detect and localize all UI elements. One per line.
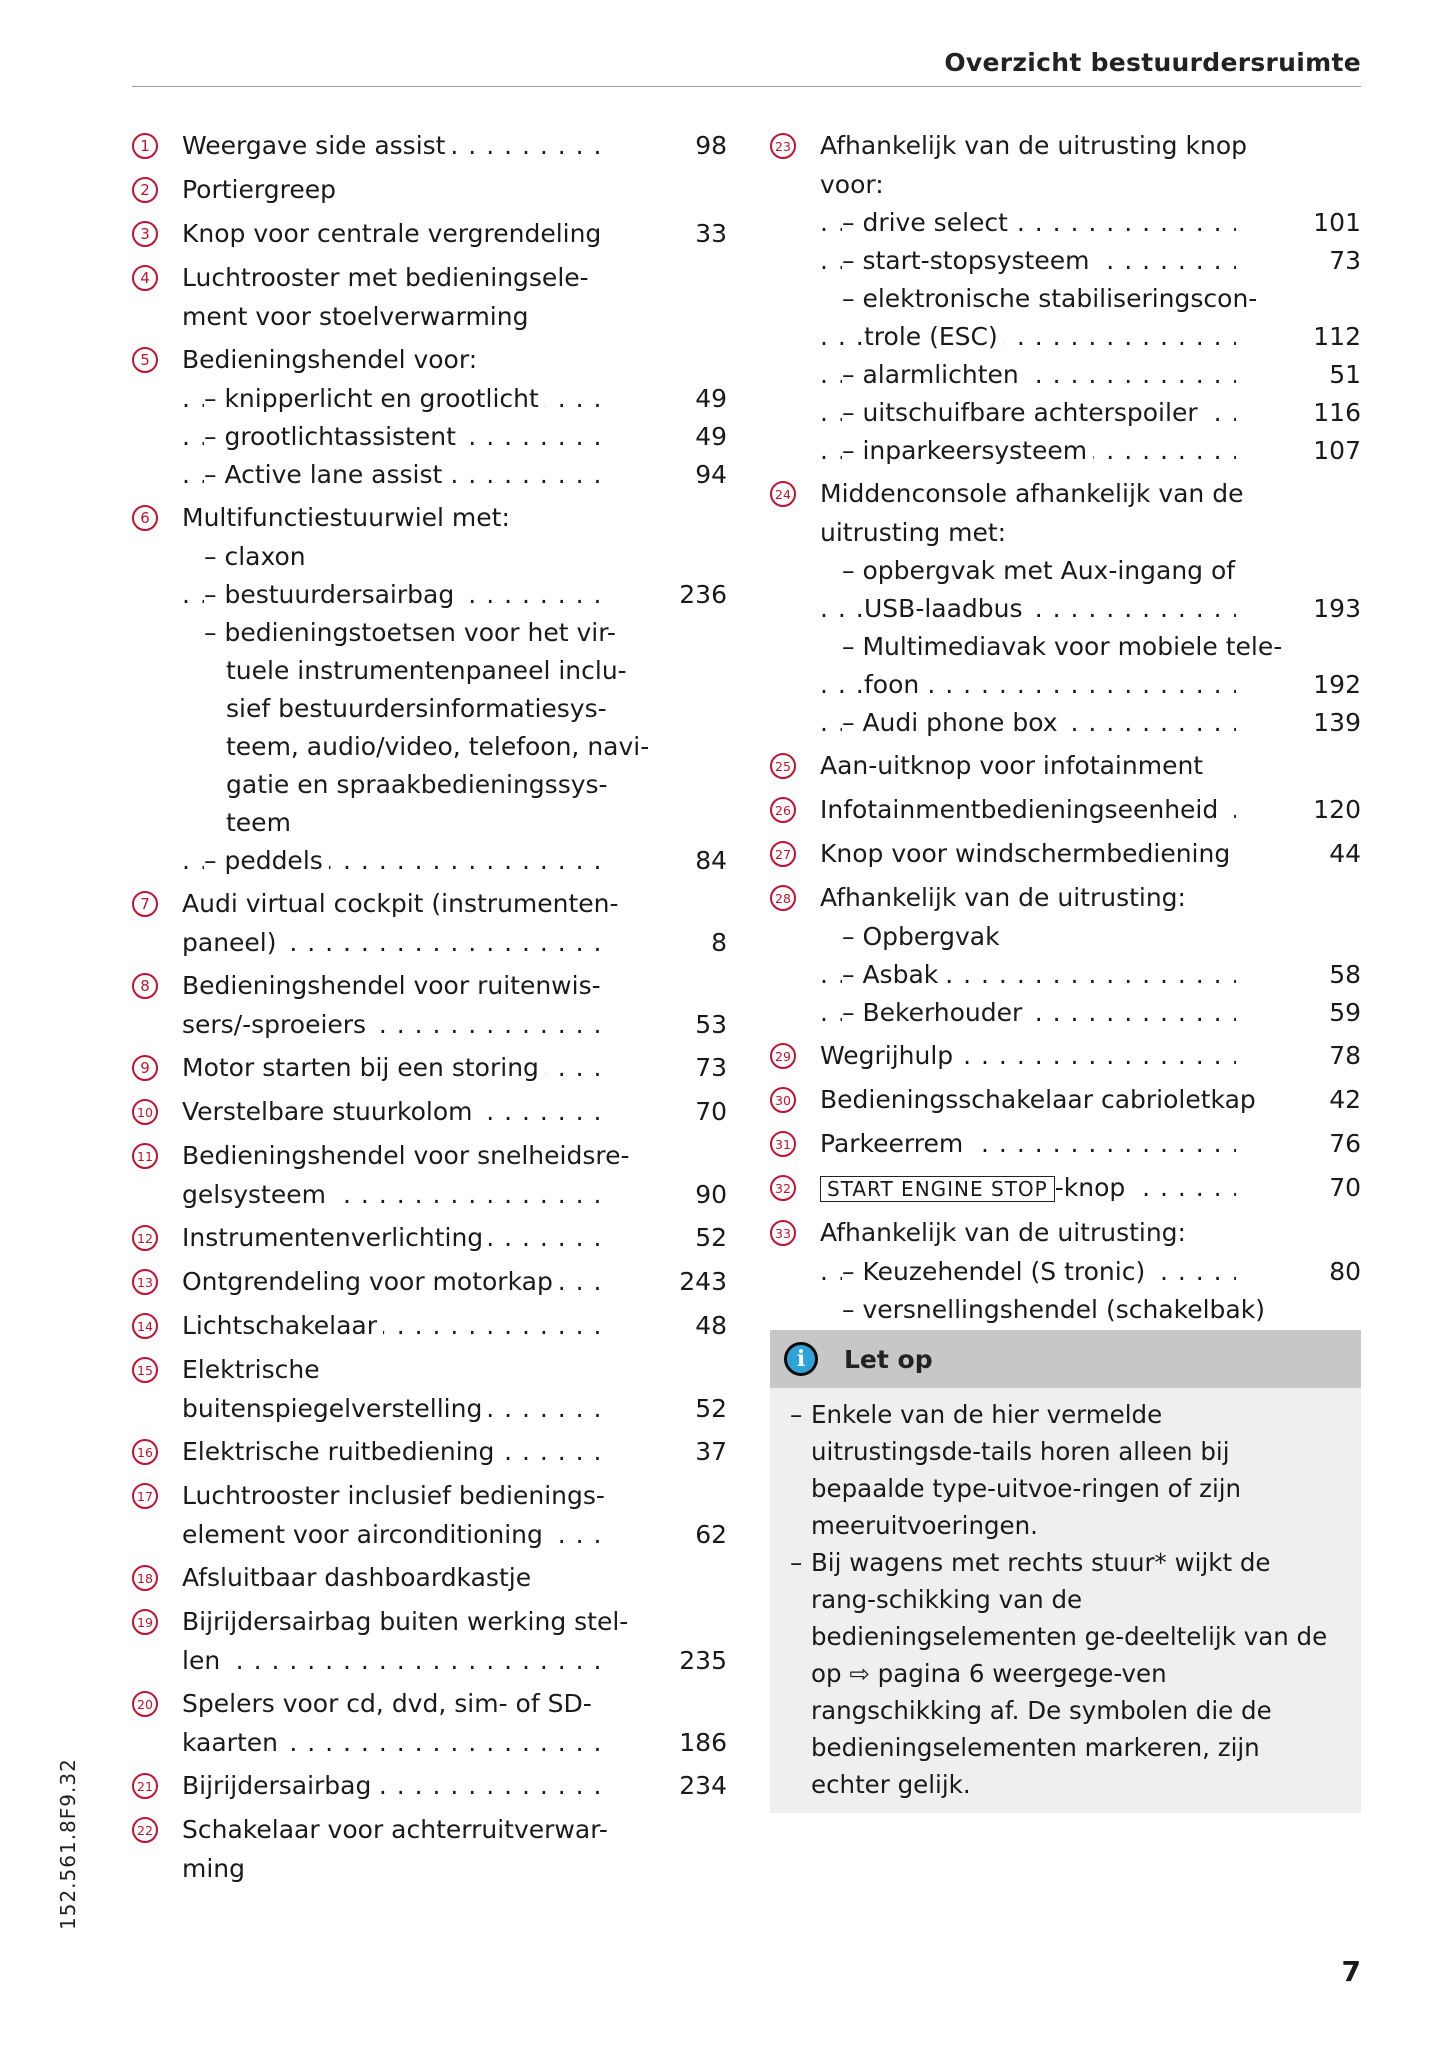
page-reference: 80: [1321, 1253, 1361, 1291]
callout-number: 4: [132, 265, 158, 291]
legend-line: [820, 1080, 1361, 1120]
page-header: [132, 46, 1361, 87]
legend-item: [132, 1684, 727, 1762]
legend-line: [182, 1810, 727, 1850]
legend-item: [770, 790, 1361, 830]
legend-text: – peddels: [204, 846, 323, 875]
legend-line: [182, 380, 727, 418]
legend-line: [820, 242, 1361, 280]
start-engine-stop-key: START ENGINE STOP: [820, 1176, 1055, 1202]
callout-number: 29: [770, 1043, 796, 1069]
legend-line: [182, 538, 727, 576]
callout-number: 31: [770, 1131, 796, 1157]
legend-text: – Multimediavak voor mobiele tele-: [842, 632, 1283, 661]
legend-text: Knop voor windschermbediening: [820, 839, 1231, 868]
page-reference: 236: [671, 576, 727, 614]
legend-text: Afhankelijk van de uitrusting:: [820, 1218, 1186, 1247]
legend-line: [182, 456, 727, 494]
legend-line: [820, 552, 1361, 590]
legend-text: Wegrijhulp: [820, 1041, 954, 1070]
legend-item: [770, 1080, 1361, 1120]
legend-text: – Keuzehendel (S tronic): [842, 1257, 1146, 1286]
legend-text: – opbergvak met Aux-ingang of: [842, 556, 1236, 585]
bullet-dash: –: [790, 1548, 803, 1577]
callout-number: 6: [132, 505, 158, 531]
legend-line: [182, 1850, 727, 1888]
legend-text: buitenspiegelverstelling: [182, 1394, 483, 1423]
callout-number: 5: [132, 347, 158, 373]
legend-line: [820, 746, 1361, 786]
callout-number: 25: [770, 753, 796, 779]
legend-line: [182, 170, 727, 210]
page-reference: 76: [1321, 1124, 1361, 1164]
legend-text: Knop voor centrale vergrendeling: [182, 219, 602, 248]
legend-item: [132, 1262, 727, 1302]
legend-text: kaarten: [182, 1728, 278, 1757]
page-reference: 73: [1321, 242, 1361, 280]
legend-item: [132, 1476, 727, 1554]
legend-line: [820, 514, 1361, 552]
callout-number: 1: [132, 133, 158, 159]
page-reference: 94: [687, 456, 727, 494]
legend-line: [182, 1432, 727, 1472]
legend-item: [770, 1036, 1361, 1076]
page-reference: 107: [1305, 432, 1361, 470]
legend-text: – bestuurdersairbag: [204, 580, 455, 609]
legend-text: – Audi phone box: [842, 708, 1058, 737]
legend-text: – Opbergvak: [842, 922, 1000, 951]
page-reference: 112: [1305, 318, 1361, 356]
legend-item: [132, 170, 727, 210]
legend-text: Weergave side assist: [182, 131, 446, 160]
legend-item: [132, 1432, 727, 1472]
legend-line: [820, 590, 1361, 628]
legend-line: [820, 432, 1361, 470]
legend-text: – inparkeersysteem: [842, 436, 1088, 465]
legend-line: [820, 1036, 1361, 1076]
legend-text: Elektrische: [182, 1355, 320, 1384]
legend-item: [770, 878, 1361, 1032]
legend-line: [182, 728, 727, 766]
callout-number: 28: [770, 885, 796, 911]
legend-line: [820, 790, 1361, 830]
legend-item: [132, 1602, 727, 1680]
legend-line: [182, 1218, 727, 1258]
legend-line: [820, 126, 1361, 166]
legend-text: sief bestuurdersinformatiesys-: [226, 694, 607, 723]
page-reference: 120: [1305, 790, 1361, 830]
callout-number: 8: [132, 973, 158, 999]
note-box: [770, 1330, 1361, 1813]
legend-item: [132, 1218, 727, 1258]
legend-text: gelsysteem: [182, 1180, 326, 1209]
legend-text: Bedieningshendel voor:: [182, 345, 478, 374]
legend-text: Audi virtual cockpit (instrumenten-: [182, 889, 619, 918]
page-reference: 53: [687, 1006, 727, 1044]
callout-number: 27: [770, 841, 796, 867]
legend-text: paneel): [182, 928, 277, 957]
legend-item: [132, 966, 727, 1044]
legend-line: [182, 804, 727, 842]
legend-text: Bedieningsschakelaar cabrioletkap: [820, 1085, 1256, 1114]
dot-leader: [182, 1642, 609, 1680]
legend-text: Multifunctiestuurwiel met:: [182, 503, 510, 532]
legend-line: [820, 956, 1361, 994]
legend-line: [820, 318, 1361, 356]
page-reference: 73: [687, 1048, 727, 1088]
legend-text: trole (ESC): [864, 322, 998, 351]
legend-item: [770, 126, 1361, 470]
page-reference: 192: [1305, 666, 1361, 704]
legend-line: [820, 666, 1361, 704]
legend-text: Bijrijdersairbag buiten werking stel-: [182, 1607, 629, 1636]
legend-line: [820, 356, 1361, 394]
legend-text: Ontgrendeling voor motorkap: [182, 1267, 553, 1296]
legend-text: Elektrische ruitbediening: [182, 1437, 495, 1466]
callout-number: 3: [132, 221, 158, 247]
page-reference: 48: [687, 1306, 727, 1346]
legend-text: Infotainmentbedieningseenheid: [820, 795, 1219, 824]
callout-number: 10: [132, 1099, 158, 1125]
callout-number: 9: [132, 1055, 158, 1081]
legend-line: [820, 474, 1361, 514]
legend-line: [182, 652, 727, 690]
legend-line: [182, 576, 727, 614]
legend-line: [182, 1642, 727, 1680]
legend-line: [182, 1136, 727, 1176]
legend-text: – start-stopsysteem: [842, 246, 1090, 275]
callout-number: 21: [132, 1773, 158, 1799]
legend-text: Schakelaar voor achterruitverwar-: [182, 1815, 608, 1844]
page-reference: 33: [687, 214, 727, 254]
page-reference: 8: [703, 924, 727, 962]
legend-line: [182, 1176, 727, 1214]
legend-line: [182, 924, 727, 962]
legend-line: [182, 418, 727, 456]
legend-line: [820, 1213, 1361, 1253]
callout-number: 33: [770, 1220, 796, 1246]
page-title: Overzicht bestuurdersruimte: [944, 48, 1361, 77]
legend-line: [182, 884, 727, 924]
legend-line: [182, 1724, 727, 1762]
legend-text: Instrumentenverlichting: [182, 1223, 484, 1252]
legend-item: [132, 498, 727, 880]
legend-text: gatie en spraakbedieningssys-: [226, 770, 608, 799]
page-reference: 52: [687, 1218, 727, 1258]
legend-line: [182, 1766, 727, 1806]
callout-number: 14: [132, 1313, 158, 1339]
legend-line: [820, 204, 1361, 242]
page-reference: 139: [1305, 704, 1361, 742]
page-reference: 58: [1321, 956, 1361, 994]
legend-right-column: [770, 122, 1361, 1329]
callout-number: 19: [132, 1609, 158, 1635]
legend-text: teem, audio/video, telefoon, navi-: [226, 732, 650, 761]
legend-item: [132, 1810, 727, 1888]
page-reference: 186: [671, 1724, 727, 1762]
legend-line: [182, 614, 727, 652]
page-reference: 44: [1321, 834, 1361, 874]
legend-text: Verstelbare stuurkolom: [182, 1097, 473, 1126]
legend-line: [182, 766, 727, 804]
bullet-dash: –: [790, 1400, 803, 1429]
legend-line: [820, 878, 1361, 918]
legend-text: – Bekerhouder: [842, 998, 1023, 1027]
legend-line: [182, 126, 727, 166]
page-reference: 42: [1321, 1080, 1361, 1120]
legend-text: ment voor stoelverwarming: [182, 302, 529, 331]
legend-line: [182, 258, 727, 298]
info-icon: i: [784, 1342, 818, 1376]
callout-number: 22: [132, 1817, 158, 1843]
legend-line: [182, 214, 727, 254]
callout-number: 24: [770, 481, 796, 507]
note-title: Let op: [844, 1344, 933, 1374]
legend-text: Parkeerrem: [820, 1129, 964, 1158]
legend-item: [132, 340, 727, 494]
legend-line: [182, 1516, 727, 1554]
legend-line: [182, 340, 727, 380]
legend-text: ming: [182, 1854, 246, 1883]
note-item: [790, 1544, 1339, 1803]
callout-number: 2: [132, 177, 158, 203]
legend-item: [132, 258, 727, 336]
legend-text: Aan-uitknop voor infotainment: [820, 751, 1204, 780]
legend-text: Portiergreep: [182, 175, 336, 204]
callout-number: 30: [770, 1087, 796, 1113]
callout-number: 12: [132, 1225, 158, 1251]
note-header: [770, 1330, 1361, 1388]
legend-line: [820, 704, 1361, 742]
legend-item: [132, 1048, 727, 1088]
legend-text: Afhankelijk van de uitrusting knop: [820, 131, 1247, 160]
legend-text: Bijrijdersairbag: [182, 1771, 372, 1800]
legend-text: – Active lane assist: [204, 460, 443, 489]
legend-item: [132, 884, 727, 962]
legend-text: – bedieningstoetsen voor het vir-: [204, 618, 616, 647]
note-item: [790, 1396, 1339, 1544]
page-reference: 78: [1321, 1036, 1361, 1076]
callout-number: 11: [132, 1143, 158, 1169]
callout-number: 32: [770, 1175, 796, 1201]
page-reference: 243: [671, 1262, 727, 1302]
legend-text: Afsluitbaar dashboardkastje: [182, 1563, 532, 1592]
legend-text: voor:: [820, 170, 884, 199]
legend-item: [132, 1350, 727, 1428]
legend-line: [182, 1390, 727, 1428]
legend-text: Luchtrooster met bedieningsele-: [182, 263, 589, 292]
callout-number: 23: [770, 133, 796, 159]
legend-text: Motor starten bij een storing: [182, 1053, 539, 1082]
legend-text: sers/-sproeiers: [182, 1010, 367, 1039]
legend-text: – versnellingshendel (schakelbak): [842, 1295, 1265, 1324]
page-reference: 51: [1321, 356, 1361, 394]
legend-text: – Asbak: [842, 960, 939, 989]
legend-line: [820, 834, 1361, 874]
page-reference: 235: [671, 1642, 727, 1680]
legend-line: [182, 1306, 727, 1346]
legend-line: [820, 280, 1361, 318]
legend-text: teem: [226, 808, 291, 837]
legend-text: – alarmlichten: [842, 360, 1019, 389]
page-reference: 70: [687, 1092, 727, 1132]
page-reference: 90: [687, 1176, 727, 1214]
legend-line: [182, 1262, 727, 1302]
legend-text: tuele instrumentenpaneel inclu-: [226, 656, 627, 685]
legend-item: [132, 214, 727, 254]
legend-text: len: [182, 1646, 221, 1675]
legend-text: Bedieningshendel voor ruitenwis-: [182, 971, 601, 1000]
legend-text: – knipperlicht en grootlicht: [204, 384, 539, 413]
legend-line: [820, 994, 1361, 1032]
legend-line: [182, 1048, 727, 1088]
callout-number: 26: [770, 797, 796, 823]
legend-line: [182, 1476, 727, 1516]
callout-number: 7: [132, 891, 158, 917]
legend-item: [132, 1558, 727, 1598]
legend-line: [820, 1124, 1361, 1164]
legend-line: [820, 1253, 1361, 1291]
legend-text: uitrusting met:: [820, 518, 1007, 547]
callout-number: 13: [132, 1269, 158, 1295]
legend-item: [132, 1092, 727, 1132]
legend-item: [770, 746, 1361, 786]
page-number: 7: [1341, 1955, 1361, 1988]
legend-line: [182, 966, 727, 1006]
legend-text: Spelers voor cd, dvd, sim- of SD-: [182, 1689, 592, 1718]
legend-text: USB-laadbus: [864, 594, 1023, 623]
page-reference: 52: [687, 1390, 727, 1428]
note-text: Bij wagens met rechts stuur* wijkt de rang-schikking van de bedieningselementen ge-deeltelijk van de op ⇨ pagina 6 weergege-ven rangschikking af. De symbolen die de bedieningselementen markeren, zijn echter gelijk.: [811, 1548, 1328, 1799]
legend-line: [820, 918, 1361, 956]
legend-text: – drive select: [842, 208, 1008, 237]
legend-line: [820, 394, 1361, 432]
legend-text: Luchtrooster inclusief bedienings-: [182, 1481, 605, 1510]
callout-number: 16: [132, 1439, 158, 1465]
legend-text: element voor airconditioning: [182, 1520, 543, 1549]
legend-text: Afhankelijk van de uitrusting:: [820, 883, 1186, 912]
callout-number: 15: [132, 1357, 158, 1383]
page-reference: 59: [1321, 994, 1361, 1032]
note-text: Enkele van de hier vermelde uitrustingsde-tails horen alleen bij bepaalde type-uitvoe-ringen of zijn meeruitvoeringen.: [811, 1400, 1242, 1540]
legend-item: [770, 1124, 1361, 1164]
page-reference: 98: [687, 126, 727, 166]
page-reference: 37: [687, 1432, 727, 1472]
legend-text: Bedieningshendel voor snelheidsre-: [182, 1141, 630, 1170]
legend-text: – grootlichtassistent: [204, 422, 456, 451]
legend-item: [132, 1766, 727, 1806]
legend-item: [132, 1306, 727, 1346]
legend-item: [770, 474, 1361, 742]
legend-line: [182, 1350, 727, 1390]
legend-line: [182, 1092, 727, 1132]
legend-item: [770, 834, 1361, 874]
legend-line: [820, 166, 1361, 204]
legend-text: – elektronische stabiliseringscon-: [842, 284, 1258, 313]
legend-line: [182, 842, 727, 880]
callout-number: 20: [132, 1691, 158, 1717]
page-reference: 49: [687, 418, 727, 456]
legend-line: [182, 1684, 727, 1724]
legend-line: [820, 628, 1361, 666]
legend-text: Lichtschakelaar: [182, 1311, 378, 1340]
legend-line: [182, 690, 727, 728]
legend-line: [820, 1291, 1361, 1329]
legend-line: [182, 298, 727, 336]
callout-number: 18: [132, 1565, 158, 1591]
legend-item: [132, 1136, 727, 1214]
page-reference: 62: [687, 1516, 727, 1554]
page-reference: 116: [1305, 394, 1361, 432]
legend-left-column: [132, 122, 727, 1888]
legend-text: – claxon: [204, 542, 306, 571]
page-reference: 49: [687, 380, 727, 418]
legend-line: [820, 1168, 1361, 1209]
legend-item: [770, 1168, 1361, 1209]
legend-text: -knop: [1054, 1173, 1126, 1202]
page-reference: 70: [1321, 1168, 1361, 1208]
page-reference: 193: [1305, 590, 1361, 628]
legend-line: [182, 1006, 727, 1044]
legend-line: [182, 498, 727, 538]
document-code: 152.561.8F9.32: [56, 1758, 80, 1930]
legend-text: – uitschuifbare achterspoiler: [842, 398, 1198, 427]
note-body: [770, 1388, 1361, 1813]
legend-line: [182, 1602, 727, 1642]
legend-item: [770, 1213, 1361, 1329]
legend-text: foon: [864, 670, 920, 699]
legend-line: [182, 1558, 727, 1598]
page-reference: 84: [687, 842, 727, 880]
callout-number: 17: [132, 1483, 158, 1509]
legend-text: Middenconsole afhankelijk van de: [820, 479, 1244, 508]
page-reference: 101: [1305, 204, 1361, 242]
page-reference: 234: [671, 1766, 727, 1806]
legend-item: [132, 126, 727, 166]
